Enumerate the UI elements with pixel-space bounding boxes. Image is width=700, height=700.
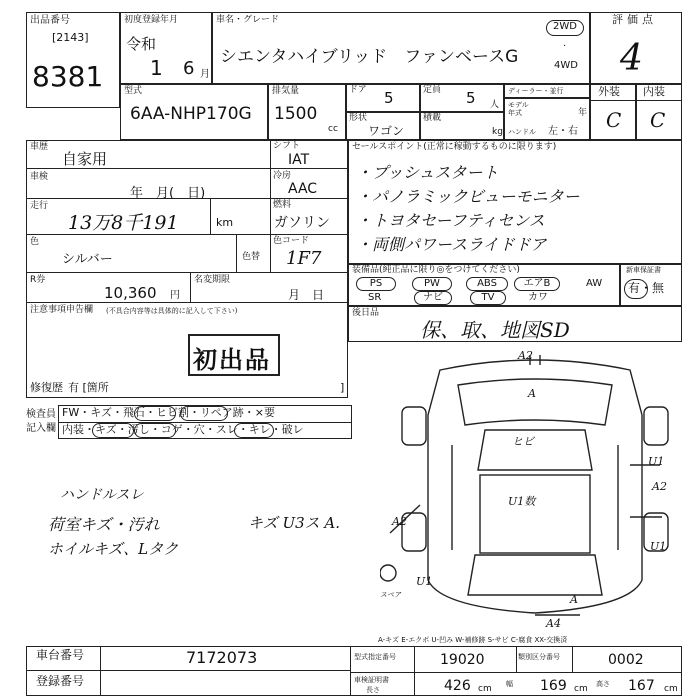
rear-label: 後日品 <box>352 308 380 318</box>
drive-4wd: 4WD <box>554 60 578 71</box>
km-unit: km <box>216 216 234 229</box>
car-name-label: 車名・グレード <box>216 15 280 25</box>
footer-col <box>350 646 351 696</box>
interior-value: C <box>650 108 666 132</box>
row-line <box>26 272 348 273</box>
equip-airbag: エアB <box>514 277 560 291</box>
footer-divider <box>350 672 682 673</box>
equip-pw: PW <box>412 277 452 291</box>
mark-scratch-int <box>92 423 134 438</box>
handle-label: ハンドル <box>508 128 536 136</box>
first-reg-label: 初度登録年月 <box>124 15 179 25</box>
interior-label: 内装 <box>643 85 665 98</box>
model-value: 6AA-NHP170G <box>130 104 252 124</box>
width-label: 幅 <box>506 680 513 688</box>
era: 令和 <box>126 35 157 53</box>
dealer-label: ディーラー・並行 <box>508 87 564 95</box>
lot-number: 8381 <box>32 60 104 93</box>
type-number-value: 19020 <box>440 652 485 668</box>
capacity-value: 5 <box>466 89 476 107</box>
equipment-label: 装備品(純正品に限り◎をつけてください) <box>352 265 520 275</box>
footer-col <box>516 646 517 672</box>
color-value: シルバー <box>62 252 113 267</box>
sales-point-1: ・プッシュスタート <box>356 163 499 182</box>
transfer-value: 月 日 <box>288 288 325 302</box>
col-line <box>236 234 237 272</box>
height-unit: cm <box>664 684 678 694</box>
mileage-label: 走行 <box>30 201 49 211</box>
capacity-unit: 人 <box>490 100 500 110</box>
displacement-value: 1500 <box>274 104 318 124</box>
cc-unit: cc <box>328 124 338 134</box>
color-code-value: 1F7 <box>286 248 322 269</box>
equip-leather: カワ <box>528 292 548 303</box>
notes-label: 注意事項申告欄 <box>30 305 94 315</box>
class-label: 類別区分番号 <box>518 653 560 661</box>
sales-label: セールスポイント(正常に稼動するものに限ります) <box>352 142 557 152</box>
sales-point-3: ・トヨタセーフティセンス <box>356 211 545 230</box>
doors-label: ドア <box>349 85 367 95</box>
equip-abs: ABS <box>466 277 508 291</box>
width-value: 169 <box>540 678 567 694</box>
usage-value: 自家用 <box>62 150 108 168</box>
sales-point-4: ・両側パワースライドドア <box>356 235 547 254</box>
color-code-label: 色コード <box>273 236 310 246</box>
mark-stone-chip <box>134 406 176 421</box>
fuel-label: 燃料 <box>273 200 292 210</box>
length-unit: cm <box>478 684 492 694</box>
repair-close: ] <box>340 381 345 394</box>
diagram-mark: A2 <box>652 480 667 493</box>
handle-value: 左・右 <box>548 126 578 137</box>
transfer-label: 名変期限 <box>194 275 231 285</box>
fuel-value: ガソリン <box>274 215 330 231</box>
col-line <box>210 198 211 234</box>
warranty-label: 新車保証書 <box>626 266 661 274</box>
height-value: 167 <box>628 678 655 694</box>
lot-sub: [2143] <box>52 31 89 44</box>
shift-value: IAT <box>288 152 310 168</box>
reg-label: 登録番号 <box>36 674 85 688</box>
equip-tv: TV <box>470 291 506 305</box>
warranty-circle <box>624 279 648 299</box>
color-label: 色 <box>30 237 40 247</box>
footer-col <box>414 646 415 696</box>
displacement-label: 排気量 <box>272 86 300 96</box>
diagram-mark: スペア <box>380 591 401 599</box>
width-unit: cm <box>574 684 588 694</box>
diagram-mark: ヒビ <box>512 435 534 448</box>
footer-col <box>572 646 573 672</box>
year-unit: 年 <box>578 108 588 118</box>
diagram-mark: A <box>528 387 536 400</box>
load-label: 積載 <box>423 113 442 123</box>
drive-dot: · <box>563 41 567 52</box>
equip-ps: PS <box>356 277 396 291</box>
grade-label: 評価点 <box>612 13 657 26</box>
reg-month: 6 <box>183 58 195 79</box>
cert-label: 車検証明書 <box>354 676 389 684</box>
exterior-label: 外装 <box>598 85 620 98</box>
diagram-mark: A <box>570 593 578 606</box>
length-value: 426 <box>444 678 471 694</box>
model-label: 型式 <box>124 86 143 96</box>
model-year-label: モデル年式 <box>508 101 529 117</box>
diagram-mark: U1数 <box>508 495 536 508</box>
length-label: 長さ <box>366 686 380 694</box>
diagram-mark: U1 <box>648 455 665 468</box>
mark-crack <box>180 406 228 421</box>
memo-line-1: ハンドルスレ <box>60 487 144 503</box>
notes-sub: (不具合内容等は具体的に記入して下さい) <box>106 307 238 315</box>
exterior-value: C <box>606 108 622 132</box>
diagram-mark: A2 <box>518 349 533 362</box>
type-number-label: 型式指定番号 <box>354 653 396 661</box>
inspector-row-1: FW・キズ・飛石・ヒビ割・リペア跡・×要 <box>62 406 275 419</box>
grade-value: 4 <box>620 38 643 79</box>
ac-label: 冷房 <box>273 171 292 181</box>
sales-point-2: ・パノラミックビューモニター <box>356 187 580 206</box>
lot-label: 出品番号 <box>30 15 70 26</box>
doors-value: 5 <box>384 89 394 107</box>
repair-label: 修復歴 <box>30 381 63 394</box>
diagram-mark: U1 <box>650 540 667 553</box>
legend: A-キズ E-エクボ U-凹み W-補修跡 S-サビ C-腐食 XX-交換済 <box>378 636 568 644</box>
footer-divider <box>26 670 350 671</box>
warranty-value: 有・無 <box>628 281 665 295</box>
col-line <box>270 140 271 272</box>
rear-value: 保、取、地図SD <box>420 318 570 342</box>
grade-divider <box>590 100 682 101</box>
repair-value: 有 [箇所 <box>68 381 109 394</box>
repaint-label: 色替 <box>242 252 261 262</box>
diagram-mark: U1 <box>416 575 433 588</box>
shape-value: ワゴン <box>368 124 405 138</box>
recycle-label: R券 <box>30 275 46 285</box>
col-line <box>190 272 191 302</box>
usage-label: 車歴 <box>30 142 49 152</box>
diagram-mark: A4 <box>546 617 561 630</box>
recycle-value: 10,360 <box>104 284 157 302</box>
first-listing-text: 初出品 <box>193 346 271 374</box>
diagram-mark: A2 <box>392 515 407 528</box>
chassis-value: 7172073 <box>186 648 258 667</box>
shape-label: 形状 <box>349 113 368 123</box>
inspector-label-1: 検査員 <box>26 409 56 420</box>
car-name: シエンタハイブリッド ファンベースG <box>220 47 519 67</box>
ac-value: AAC <box>288 181 318 197</box>
drive-2wd: 2WD <box>546 20 584 36</box>
equip-navi: ナビ <box>414 291 452 305</box>
inspection-label: 車検 <box>30 172 49 182</box>
shift-label: シフト <box>273 141 301 151</box>
car-diagram <box>380 345 690 630</box>
class-value: 0002 <box>608 652 644 668</box>
footer-col <box>100 646 101 696</box>
equip-sr: SR <box>368 292 382 303</box>
details-box <box>26 140 348 398</box>
memo-line-3: ホイルキズ、Lタク <box>48 540 179 558</box>
reg-year: 1 <box>150 56 163 80</box>
height-label: 高さ <box>596 680 610 688</box>
memo-right: キズ U3ス A. <box>248 514 341 532</box>
inspection-value: 年 月( 日) <box>130 186 206 201</box>
inspector-label-2: 記入欄 <box>26 423 56 434</box>
mark-scuff <box>234 423 274 438</box>
inspector-row-2: 内装・キズ・汚し・コゲ・穴・スレ・キレ・破レ <box>62 423 304 436</box>
capacity-label: 定員 <box>423 85 442 95</box>
yen-unit: 円 <box>170 290 180 301</box>
mark-stain <box>134 423 176 438</box>
memo-line-2: 荷室キズ・汚れ <box>48 515 160 534</box>
kg-unit: kg <box>492 127 503 137</box>
month-unit: 月 <box>200 69 210 80</box>
equip-aw: AW <box>586 278 603 289</box>
chassis-label: 車台番号 <box>36 648 85 662</box>
mileage-value: 13万8千191 <box>68 212 179 234</box>
